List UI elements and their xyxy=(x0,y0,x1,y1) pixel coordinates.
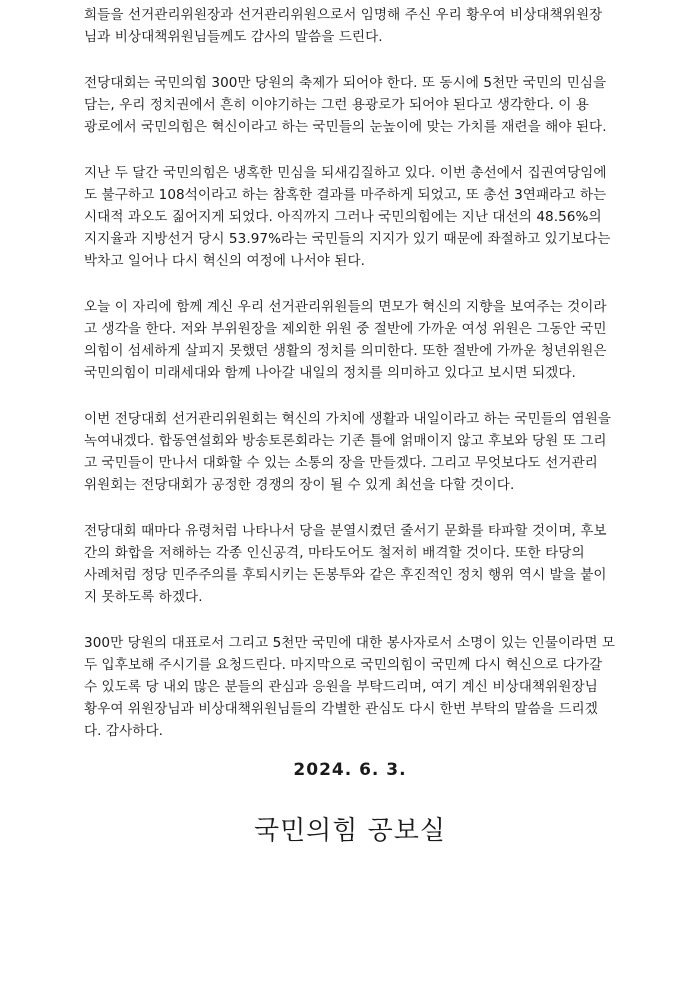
text-line: 사례처럼 정당 민주주의를 후퇴시키는 돈봉투와 같은 후진적인 정치 행위 역시 발을 붙이 xyxy=(84,567,607,583)
text-line: 지지율과 지방선거 당시 53.97%라는 국민들의 지지가 있기 때문에 좌절하고 있기보다는 xyxy=(84,231,611,247)
text-line: 시대적 과오도 짊어지게 되었다. 아직까지 그러나 국민의힘에는 지난 대선의 48.56%의 xyxy=(84,209,602,225)
text-line: 국민의힘이 미래세대와 함께 나아갈 내일의 정치를 의미하고 있다고 보시면 되겠다. xyxy=(84,365,576,381)
text-line: 이번 전당대회 선거관리위원회는 혁신의 가치에 생활과 내일이라고 하는 국민들의 염원을 xyxy=(84,411,612,427)
text-line: 녹여내겠다. 합동연설회와 방송토론회라는 기존 틀에 얽매이지 않고 후보와 당원 또 그리 xyxy=(84,433,607,449)
issuer-signature: 국민의힘 공보실 xyxy=(253,816,447,846)
text-line: 위원회는 전당대회가 공정한 경쟁의 장이 될 수 있게 최선을 다할 것이다. xyxy=(84,477,515,493)
text-line: 오늘 이 자리에 함께 계신 우리 선거관리위원들의 면모가 혁신의 지향을 보여주는 것이라 xyxy=(84,299,607,315)
text-line: 전당대회는 국민의힘 300만 당원의 축제가 되어야 한다. 또 동시에 5천만 국민의 민심을 xyxy=(84,75,607,91)
document-body xyxy=(84,4,624,766)
text-line: 다. 감사하다. xyxy=(84,723,164,739)
text-line: 고 생각을 한다. 저와 부위원장을 제외한 위원 중 절반에 가까운 여성 위원은 그동안 국민 xyxy=(84,321,607,337)
text-line: 의힘이 섬세하게 살피지 못했던 생활의 정치를 의미한다. 또한 절반에 가까운 청년위원은 xyxy=(84,343,607,359)
paragraph xyxy=(84,296,624,384)
text-line: 수 있도록 당 내외 많은 분들의 관심과 응원을 부탁드리며, 여기 계신 비상대책위원장님 xyxy=(84,679,598,695)
text-line: 희들을 선거관리위원장과 선거관리위원으로서 임명해 주신 우리 황우여 비상대책위원장 xyxy=(84,7,603,23)
text-line: 두 입후보해 주시기를 요청드린다. 마지막으로 국민의힘이 국민께 다시 혁신으로 다가갈 xyxy=(84,657,603,673)
text-line: 전당대회 때마다 유령처럼 나타나서 당을 분열시켰던 줄서기 문화를 타파할 것이며, 후보 xyxy=(84,523,607,539)
document-date: 2024. 6. 3. xyxy=(293,760,407,780)
paragraph xyxy=(84,408,624,496)
text-line: 지난 두 달간 국민의힘은 냉혹한 민심을 되새김질하고 있다. 이번 총선에서 집권여당임에 xyxy=(84,165,607,181)
paragraph xyxy=(84,162,624,272)
paragraph xyxy=(84,72,624,138)
text-line: 광로에서 국민의힘은 혁신이라고 하는 국민들의 눈높이에 맞는 가치를 재련을 해야 된다. xyxy=(84,119,607,135)
text-line: 간의 화합을 저해하는 각종 인신공격, 마타도어도 철저히 배격할 것이다. 또한 타당의 xyxy=(84,545,585,561)
text-line: 박차고 일어나 다시 혁신의 여정에 나서야 된다. xyxy=(84,253,366,269)
text-line: 도 불구하고 108석이라고 하는 참혹한 결과를 마주하게 되었고, 또 총선 3연패라고 하는 xyxy=(84,187,607,203)
text-line: 300만 당원의 대표로서 그리고 5천만 국민에 대한 봉사자로서 소명이 있는 인물이라면 모 xyxy=(84,635,616,651)
text-line: 담는, 우리 정치권에서 흔히 이야기하는 그런 용광로가 되어야 된다고 생각한다. 이 용 xyxy=(84,97,589,113)
paragraph xyxy=(84,632,624,742)
text-line: 황우여 위원장님과 비상대책위원님들의 각별한 관심도 다시 한번 부탁의 말씀을 드리겠 xyxy=(84,701,598,717)
text-line: 고 국민들이 만나서 대화할 수 있는 소통의 장을 만들겠다. 그리고 무엇보다도 선거관리 xyxy=(84,455,598,471)
paragraph xyxy=(84,520,624,608)
text-line: 님과 비상대책위원님들께도 감사의 말씀을 드린다. xyxy=(84,29,383,45)
text-line: 지 못하도록 하겠다. xyxy=(84,589,203,605)
paragraph xyxy=(84,4,624,48)
